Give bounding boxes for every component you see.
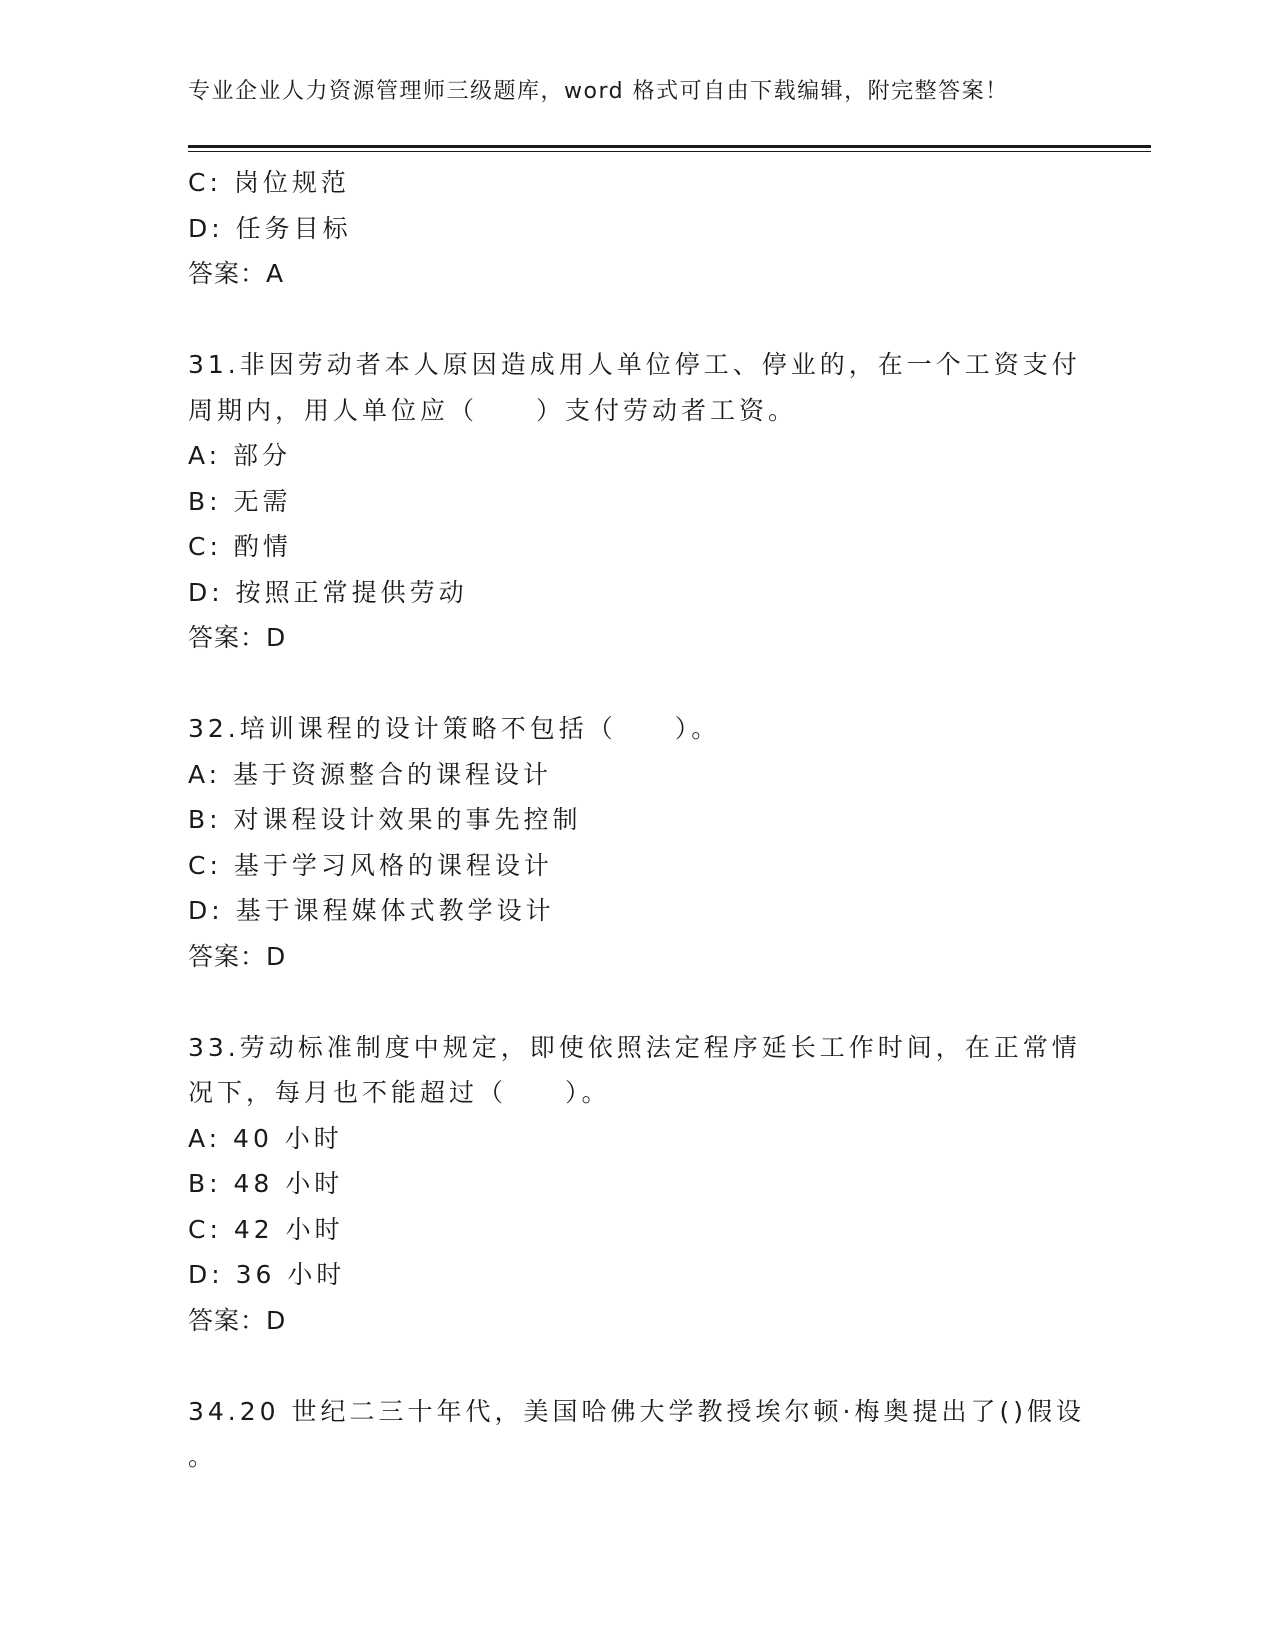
answer-line: 答案：A xyxy=(188,259,285,288)
question-stem-line: 32.培训课程的设计策略不包括（ ）。 xyxy=(188,714,721,743)
question-31 xyxy=(188,342,1088,661)
option-line: A: 基于资源整合的课程设计 xyxy=(188,759,553,789)
option-line: C: 42 小时 xyxy=(188,1214,344,1244)
question-34 xyxy=(188,1389,1088,1480)
question-33 xyxy=(188,1025,1088,1344)
option-line: A: 部分 xyxy=(188,441,292,470)
question-stem-line: 31.非因劳动者本人原因造成用人单位停工、停业的，在一个工资支付 xyxy=(188,350,1081,379)
option-line: C: 酌情 xyxy=(188,532,292,561)
header-rule-thin xyxy=(188,151,1151,152)
option-line: B: 对课程设计效果的事先控制 xyxy=(188,805,582,834)
question-stem-line: 。 xyxy=(188,1442,218,1471)
question-stem-line: 况下，每月也不能超过（ ）。 xyxy=(188,1078,611,1107)
option-line: C: 基于学习风格的课程设计 xyxy=(188,850,553,880)
question-stem-line: 34.20 世纪二三十年代，美国哈佛大学教授埃尔顿·梅奥提出了()假设 xyxy=(188,1396,1085,1426)
answer-line: 答案：D xyxy=(188,623,287,652)
option-line: B: 无需 xyxy=(188,486,292,516)
question-stem-line: 周期内，用人单位应（ ）支付劳动者工资。 xyxy=(188,395,798,425)
previous-question-tail xyxy=(188,160,1088,297)
option-line: A: 40 小时 xyxy=(188,1123,343,1153)
answer-line: 答案：D xyxy=(188,941,287,971)
answer-line: 答案：D xyxy=(188,1305,287,1335)
content-area xyxy=(188,160,1088,1480)
header-rule-thick xyxy=(188,145,1151,148)
page-header: 专业企业人力资源管理师三级题库，word 格式可自由下载编辑，附完整答案！ xyxy=(188,79,1009,104)
option-line: D: 按照正常提供劳动 xyxy=(188,577,468,607)
question-stem-line: 33.劳动标准制度中规定，即使依照法定程序延长工作时间，在正常情 xyxy=(188,1032,1081,1062)
option-line: D: 任务目标 xyxy=(188,213,352,243)
option-line: D: 基于课程媒体式教学设计 xyxy=(188,896,555,925)
option-line: B: 48 小时 xyxy=(188,1169,344,1198)
option-line: D: 36 小时 xyxy=(188,1260,346,1289)
option-line: C: 岗位规范 xyxy=(188,168,350,197)
question-32 xyxy=(188,706,1088,979)
